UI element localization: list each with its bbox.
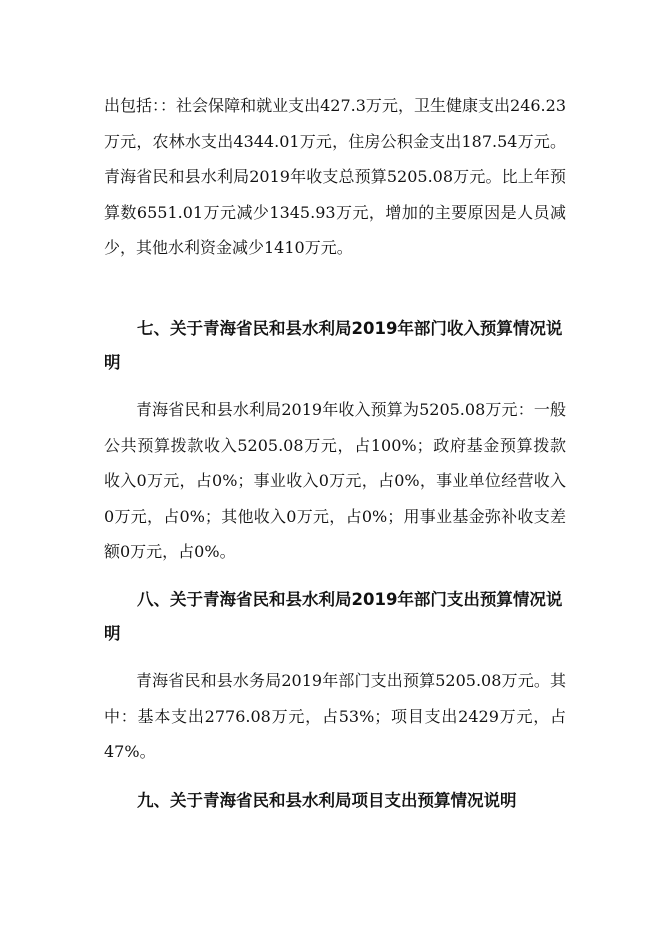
section-8-paragraph: 青海省民和县水务局2019年部门支出预算5205.08万元。其中：基本支出2776.08万元，占53%；项目支出2429万元，占47%。 (104, 671, 566, 761)
section-9-heading: 九、关于青海省民和县水利局项目支出预算情况说明 (137, 791, 517, 810)
section-8-heading: 八、关于青海省民和县水利局2019年部门支出预算情况说明 (104, 590, 563, 643)
section-7-heading: 七、关于青海省民和县水利局2019年部门收入预算情况说明 (104, 319, 563, 372)
section-7-paragraph: 青海省民和县水利局2019年收入预算为5205.08万元：一般公共预算拨款收入5205.08万元，占100%；政府基金预算拨款收入0万元，占0%；事业收入0万元，占0%，事业单位经营收入0万元，占0%；其他收入0万元，占0%；用事业基金弥补收支差额0万元，占0%。 (104, 400, 566, 561)
paragraph-expenditure-breakdown: 出包括：：社会保障和就业支出427.3万元，卫生健康支出246.23万元，农林水支出4344.01万元，住房公积金支出187.54万元。青海省民和县水利局2019年收支总预算5205.08万元。比上年预算数6551.01万元减少1345.93万元，增加的主要原因是人员减少，其他水利资金减少1410万元。 (104, 96, 566, 257)
